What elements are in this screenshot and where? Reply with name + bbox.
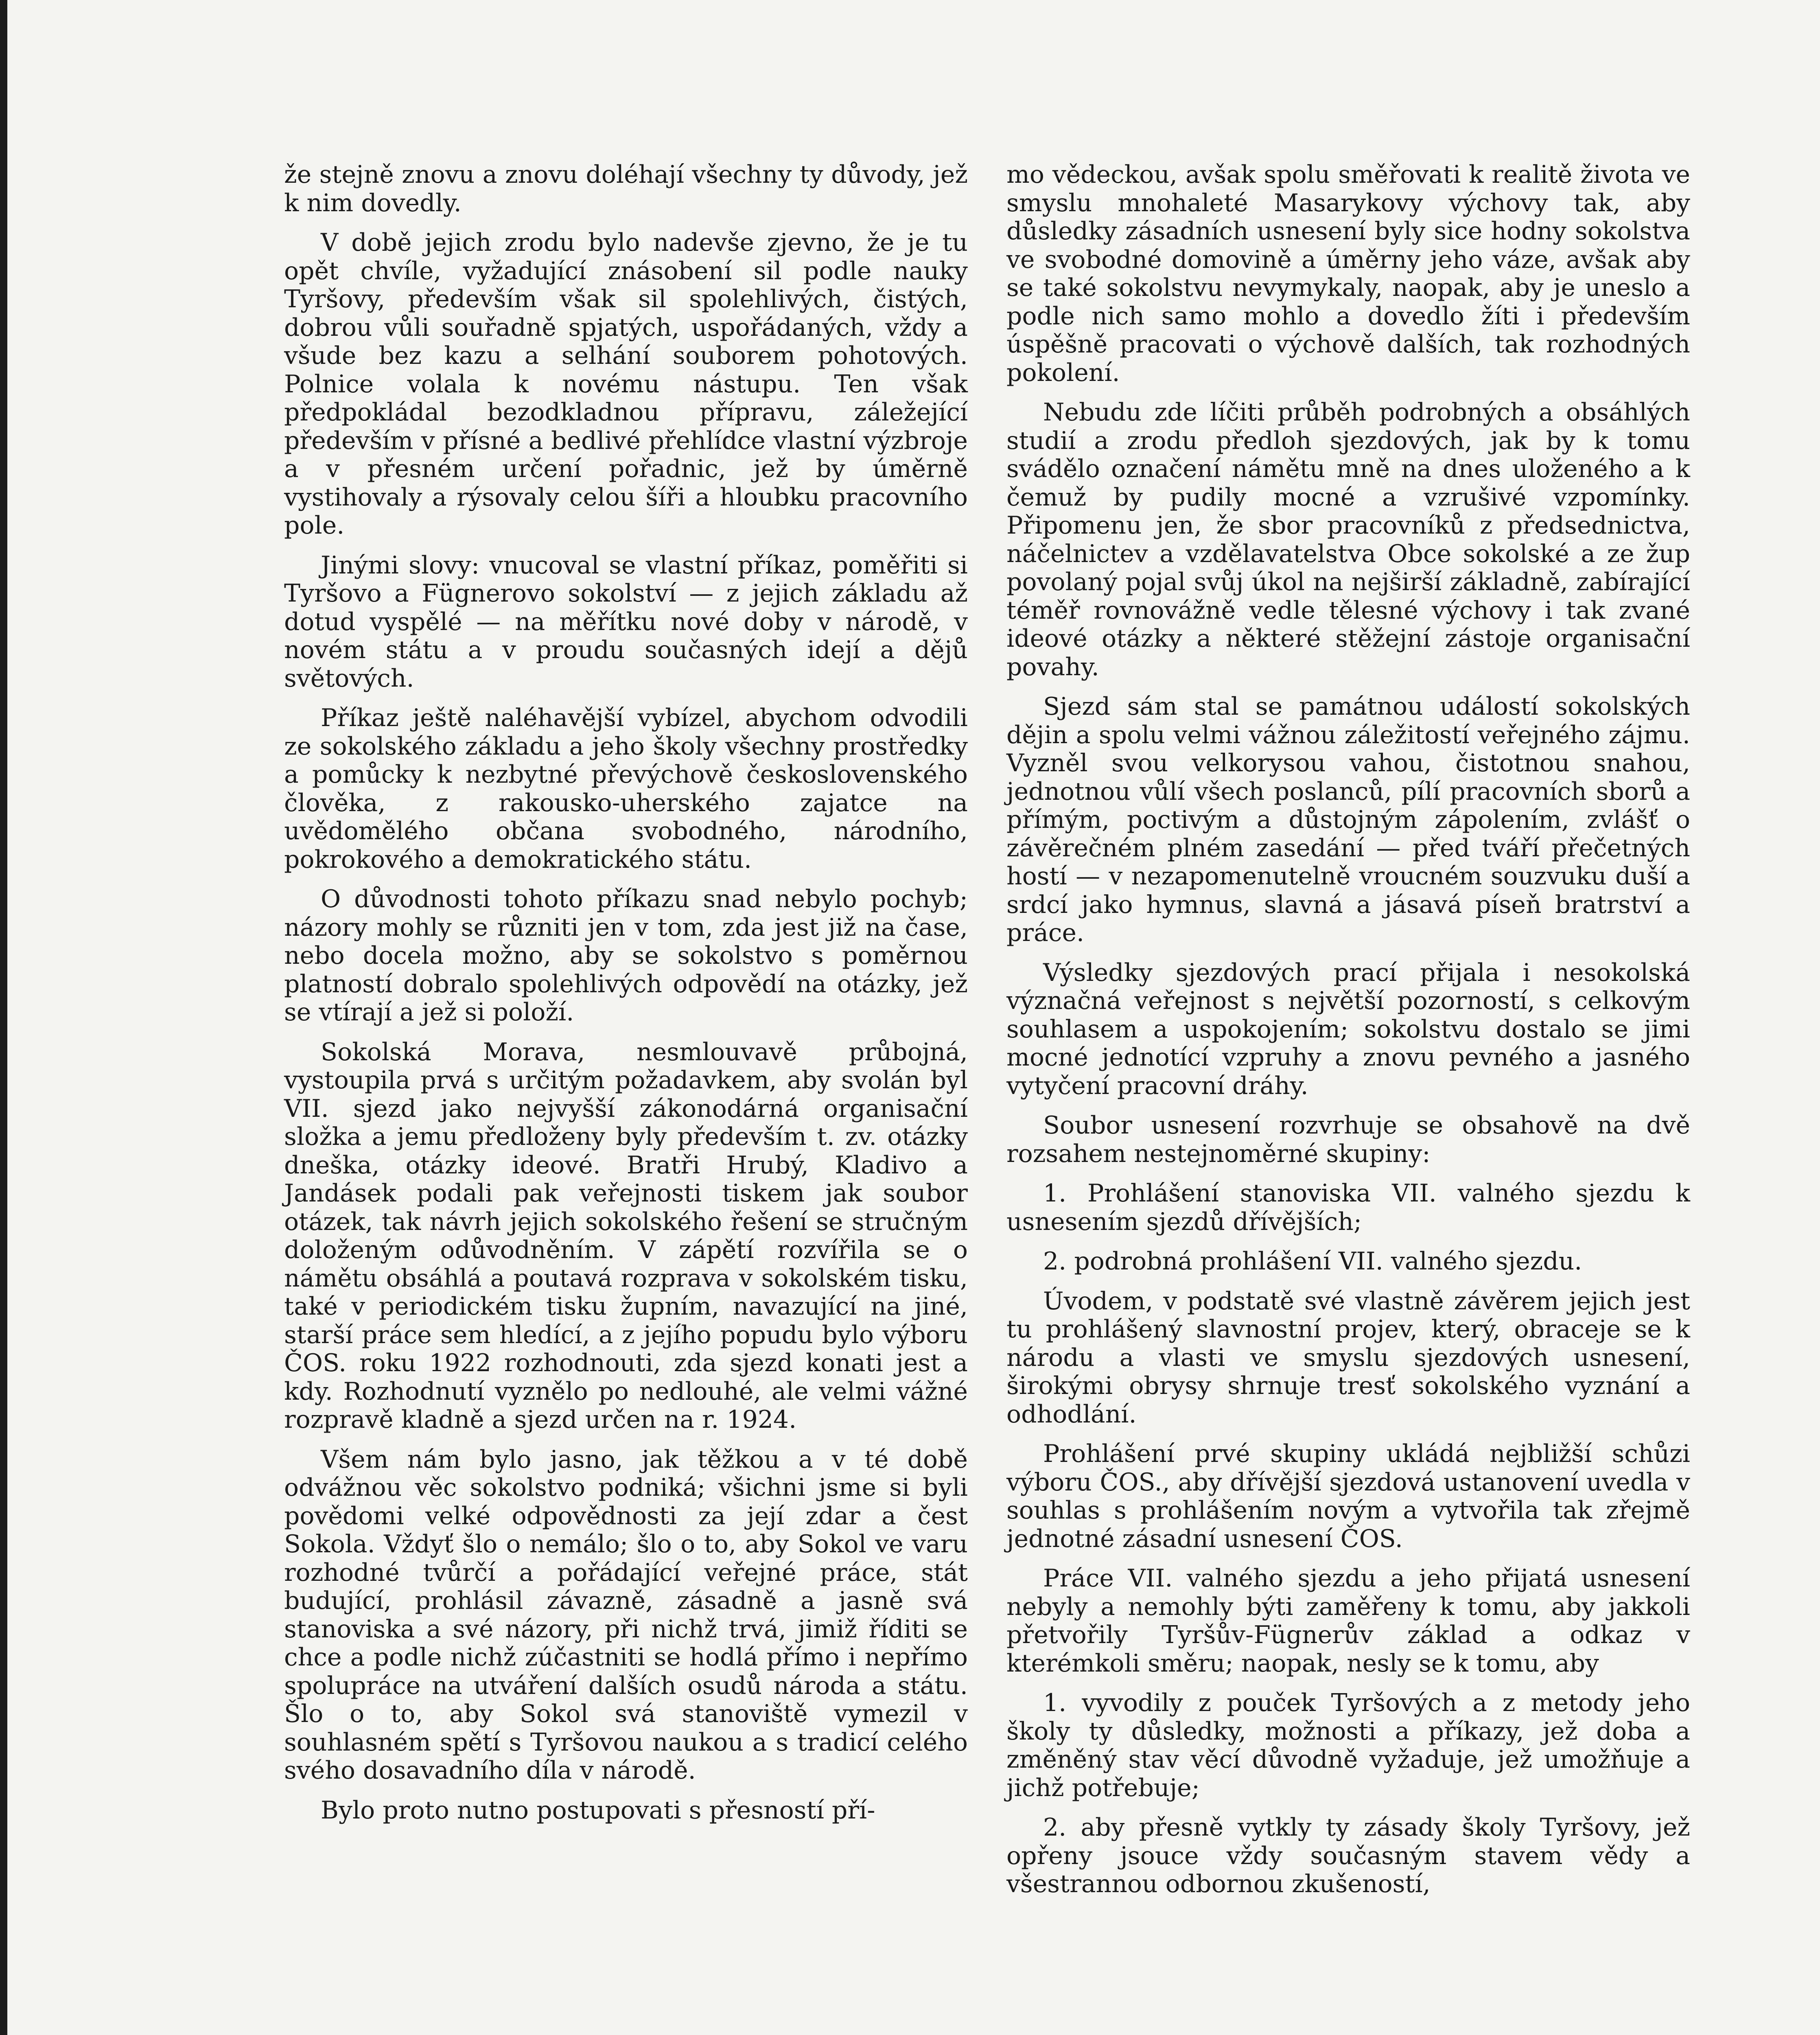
paragraph: mo vědeckou, avšak spolu směřovati k realitě života ve smyslu mnohaleté Masarykovy výchovy tak, aby důsledky zásadních usnesení byly sice hodny sokolstva ve svobodné domovině a úměrny jeho váze, avšak aby se také sokolstvu nevymykaly, naopak, aby je uneslo a podle nich samo mohlo a dovedlo žíti i především úspěšně pracovati o výchově dalších, tak rozhodných pokolení. — [1006, 160, 1690, 387]
paragraph: Práce VII. valného sjezdu a jeho přijatá usnesení nebyly a nemohly býti zaměřeny k tomu, aby jakkoli přetvořily Tyršův-Fügnerův základ a odkaz v kterémkoli směru; naopak, nesly se k tomu, aby — [1006, 1564, 1690, 1678]
paragraph: Sokolská Morava, nesmlouvavě průbojná, vystoupila prvá s určitým požadavkem, aby svolán byl VII. sjezd jako nejvyšší zákonodárná organisační složka a jemu předloženy byly především t. zv. otázky dneška, otázky ideové. Bratři Hrubý, Kladivo a Jandásek podali pak veřejnosti tiskem jak soubor otázek, tak návrh jejich sokolského řešení se stručným doloženým odůvodněním. V zápětí rozvířila se o námětu obsáhlá a poutavá rozprava v sokolském tisku, také v periodickém tisku župním, navazující na jiné, starší práce sem hledící, a z jejího popudu bylo výboru ČOS. roku 1922 rozhodnouti, zda sjezd konati jest a kdy. Rozhodnutí vyznělo po nedlouhé, ale velmi vážné rozpravě kladně a sjezd určen na r. 1924. — [284, 1037, 968, 1434]
paragraph: Jinými slovy: vnucoval se vlastní příkaz, poměřiti si Tyršovo a Fügnerovo sokolství — z jejich základu až dotud vyspělé — na měřítku nové doby v národě, v novém státu a v proudu současných idejí a dějů světových. — [284, 551, 968, 693]
paragraph: Všem nám bylo jasno, jak těžkou a v té době odvážnou věc sokolstvo podniká; všichni jsme si byli povědomi velké odpovědnosti za její zdar a čest Sokola. Vždyť šlo o nemálo; šlo o to, aby Sokol ve varu rozhodné tvůrčí a pořádající veřejné práce, stát budující, prohlásil závazně, zásadně a jasně svá stanoviska a své názory, při nichž trvá, jimiž říditi se chce a podle nichž zúčastniti se hodlá přímo i nepřímo spolupráce na utváření dalších osudů národa a státu. Šlo o to, aby Sokol svá stanoviště vymezil v souhlasném spětí s Tyršovou naukou a s tradicí celého svého dosavadního díla v národě. — [284, 1445, 968, 1785]
left-column — [284, 161, 968, 1836]
paragraph: O důvodnosti tohoto příkazu snad nebylo pochyb; názory mohly se různiti jen v tom, zda jest již na čase, nebo docela možno, aby se sokolstvo s poměrnou platností dobralo spolehlivých odpovědí na otázky, jež se vtírají a jež si položí. — [284, 885, 968, 1026]
paragraph: Příkaz ještě naléhavější vybízel, abychom odvodili ze sokolského základu a jeho školy všechny prostředky a pomůcky k nezbytné převýchově československého člověka, z rakousko-uherského zajatce na uvědomělého občana svobodného, národního, pokrokového a demokratického státu. — [284, 704, 968, 874]
paragraph: Výsledky sjezdových prací přijala i nesokolská význačná veřejnost s největší pozorností, s celkovým souhlasem a uspokojením; sokolstvu dostalo se jimi mocné jednotící vzpruhy a znovu pevného a jasného vytyčení pracovní dráhy. — [1006, 958, 1690, 1100]
paragraph: Prohlášení prvé skupiny ukládá nejbližší schůzi výboru ČOS., aby dřívější sjezdová ustanovení uvedla v souhlas s prohlášením novým a vytvořila tak zřejmě jednotné zásadní usnesení ČOS. — [1006, 1440, 1690, 1553]
paragraph: Úvodem, v podstatě své vlastně závěrem jejich jest tu prohlášený slavnostní projev, který, obraceje se k národu a vlasti ve smyslu sjezdových usnesení, širokými obrysy shrnuje tresť sokolského vyznání a odhodlání. — [1006, 1287, 1690, 1429]
paragraph: Sjezd sám stal se památnou událostí sokolských dějin a spolu velmi vážnou záležitostí veřejného zájmu. Vyzněl svou velkorysou vahou, čistotnou snahou, jednotnou vůlí všech poslanců, pílí pracovních sborů a přímým, poctivým a důstojným zápolením, zvlášť o závěrečném plném zasedání — před tváří přečetných hostí — v nezapomenutelně vroucném souzvuku duší a srdcí jako hymnus, slavná a jásavá píseň bratrství a práce. — [1006, 692, 1690, 947]
list-item: 2. podrobná prohlášení VII. valného sjezdu. — [1043, 1247, 1582, 1276]
paragraph: V době jejich zrodu bylo nadevše zjevno, že je tu opět chvíle, vyžadující znásobení sil podle nauky Tyršovy, především však sil spolehlivých, čistých, dobrou vůli souřadně spjatých, uspořádaných, vždy a všude bez kazu a selhání souborem pohotových. Polnice volala k novému nástupu. Ten však předpokládal bezodkladnou přípravu, záležející především v přísné a bedlivé přehlídce vlastní výzbroje a v přesném určení pořadnic, jež by úměrně vystihovaly a rýsovaly celou šíři a hloubku pracovního pole. — [284, 228, 968, 540]
paragraph: Nebudu zde líčiti průběh podrobných a obsáhlých studií a zrodu předloh sjezdových, jak by k tomu svádělo označení námětu mně na dnes uloženého a k čemuž by pudily mocné a vzrušivé vzpomínky. Připomenu jen, že sbor pracovníků z předsednictva, náčelnictev a vzdělavatelstva Obce sokolské a ze žup povolaný pojal svůj úkol na nejširší základně, zabírající téměř rovnovážně vedle tělesné výchovy i tak zvané ideové otázky a některé stěžejní zástoje organisační povahy. — [1006, 398, 1690, 681]
list-item: 1. vyvodily z pouček Tyršových a z metody jeho školy ty důsledky, možnosti a příkazy, jež doba a změněný stav věcí důvodně vyžaduje, jež umožňuje a jichž potřebuje; — [1006, 1689, 1690, 1802]
paragraph: Bylo proto nutno postupovati s přesností pří- — [321, 1796, 875, 1825]
paragraph: že stejně znovu a znovu doléhají všechny ty důvody, jež k nim dovedly. — [284, 160, 968, 217]
list-item: 2. aby přesně vytkly ty zásady školy Tyršovy, jež opřeny jsouce vždy současným stavem vědy a všestrannou odbornou zkušeností, — [1006, 1813, 1690, 1898]
list-item: 1. Prohlášení stanoviska VII. valného sjezdu k usnesením sjezdů dřívějších; — [1006, 1179, 1690, 1236]
right-column — [1006, 161, 1690, 1910]
paragraph: Soubor usnesení rozvrhuje se obsahově na dvě rozsahem nestejnoměrné skupiny: — [1006, 1111, 1690, 1168]
